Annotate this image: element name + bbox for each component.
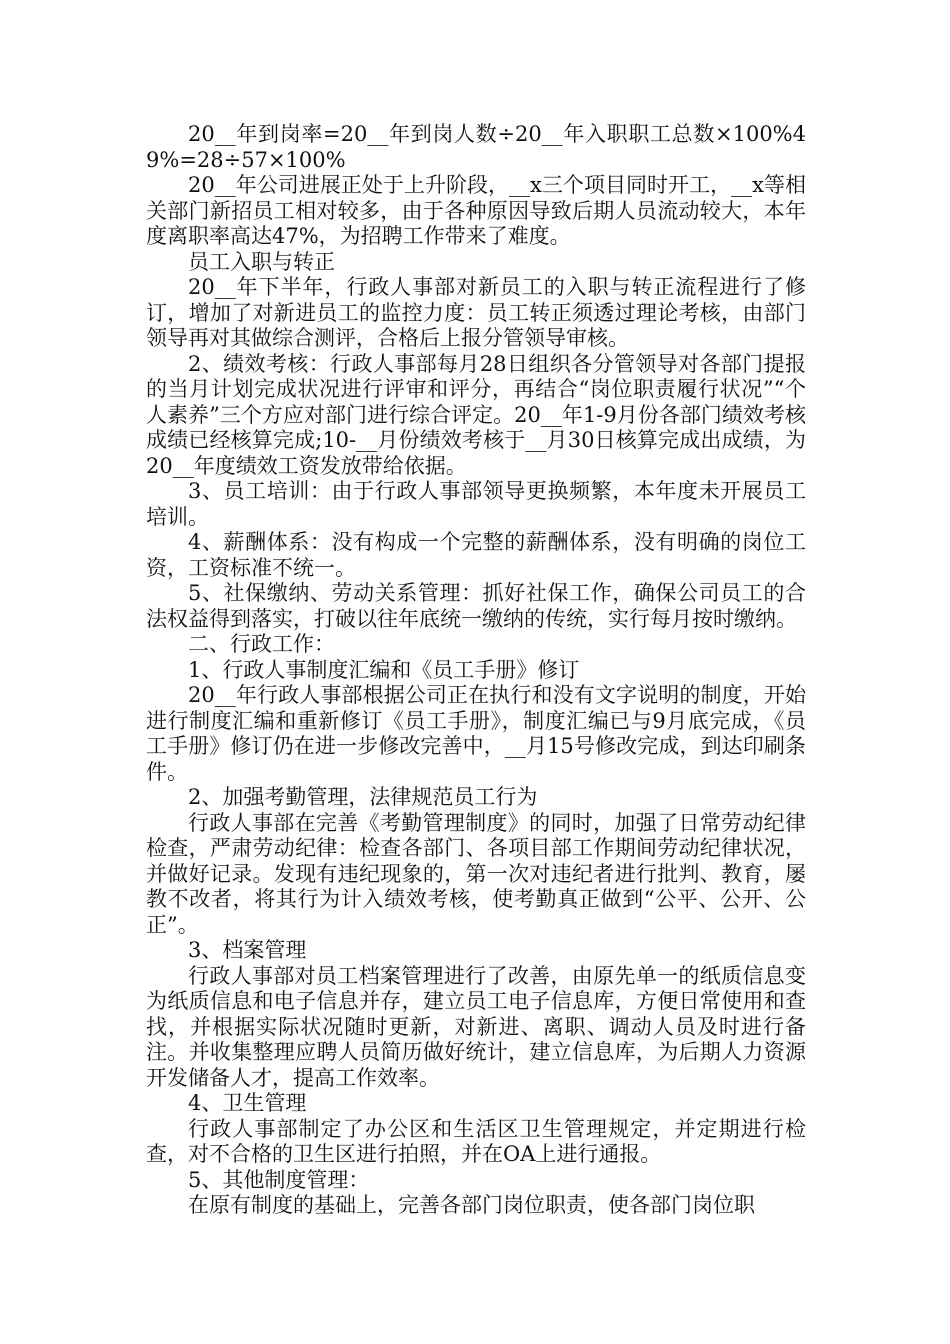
heading-regulations-handbook: 1、行政人事制度汇编和《员工手册》修订 (188, 657, 580, 682)
paragraph-social-insurance: 5、社保缴纳、劳动关系管理：抓好社保工作，确保公司员工的合法权益得到落实，打破以往年底统一缴纳的传统，实行每月按时缴纳。 (146, 581, 806, 631)
paragraph-onboarding-probation: 20__年下半年，行政人事部对新员工的入职与转正流程进行了修订，增加了对新进员工的监控力度：员工转正须透过理论考核，由部门领导再对其做综合测评，合格后上报分管领导审核。 (146, 275, 806, 350)
paragraph-archive-management: 行政人事部对员工档案管理进行了改善，由原先单一的纸质信息变为纸质信息和电子信息并存，建立员工电子信息库，方便日常使用和查找，并根据实际状况随时更新，对新进、离职、调动人员及时进行备注。并收集整理应聘人员简历做好统计，建立信息库，为后期人力资源开发储备人才，提高工作效率。 (146, 963, 806, 1090)
paragraph-turnover-rate: 20__年公司进展正处于上升阶段，__x三个项目同时开工，__x等相关部门新招员工相对较多，由于各种原因导致后期人员流动较大，本年度离职率高达47%，为招聘工作带来了难度。 (146, 173, 806, 248)
heading-other-regulations: 5、其他制度管理： (188, 1167, 370, 1192)
paragraph-onboarding-rate-formula: 20__年到岗率=20__年到岗人数÷20__年入职职工总数×100%49%=28÷57×100% (146, 122, 806, 172)
paragraph-hygiene-management: 行政人事部制定了办公区和生活区卫生管理规定，并定期进行检查，对不合格的卫生区进行拍照，并在OA上进行通报。 (146, 1116, 806, 1166)
heading-hygiene-management: 4、卫生管理 (188, 1091, 307, 1115)
paragraph-other-regulations: 在原有制度的基础上，完善各部门岗位职责，使各部门岗位职 (188, 1193, 755, 1217)
paragraph-performance-review: 2、绩效考核：行政人事部每月28日组织各分管领导对各部门提报的当月计划完成状况进行评审和评分，再结合“岗位职责履行状况”“个人素养”三个方应对部门进行综合评定。20__年1-9月份各部门绩效考核成绩已经核算完成;10-__月份绩效考核于__月30日核算完成出成绩，为20__年度绩效工资发放带给依据。 (146, 351, 806, 478)
paragraph-employee-training: 3、员工培训：由于行政人事部领导更换频繁，本年度未开展员工培训。 (146, 479, 806, 529)
heading-onboarding-probation: 员工入职与转正 (188, 249, 335, 274)
document-body (146, 122, 806, 1219)
paragraph-regulations-handbook: 20__年行政人事部根据公司正在执行和没有文字说明的制度，开始进行制度汇编和重新修订《员工手册》，制度汇编已与9月底完成，《员工手册》修订仍在进一步修改完善中，__月15号修改完成，到达印刷条件。 (146, 683, 806, 784)
heading-attendance-management: 2、加强考勤管理，法律规范员工行为 (188, 785, 538, 809)
paragraph-salary-system: 4、薪酬体系：没有构成一个完整的薪酬体系，没有明确的岗位工资，工资标准不统一。 (146, 530, 806, 580)
paragraph-attendance-management: 行政人事部在完善《考勤管理制度》的同时，加强了日常劳动纪律检查，严肃劳动纪律：检查各部门、各项目部工作期间劳动纪律状况，并做好记录。发现有违纪现象的，第一次对违纪者进行批判、教育，屡教不改者，将其行为计入绩效考核，使考勤真正做到“公平、公开、公正”。 (146, 810, 806, 937)
heading-administrative-work: 二、行政工作： (188, 632, 335, 656)
heading-archive-management: 3、档案管理 (188, 938, 307, 962)
